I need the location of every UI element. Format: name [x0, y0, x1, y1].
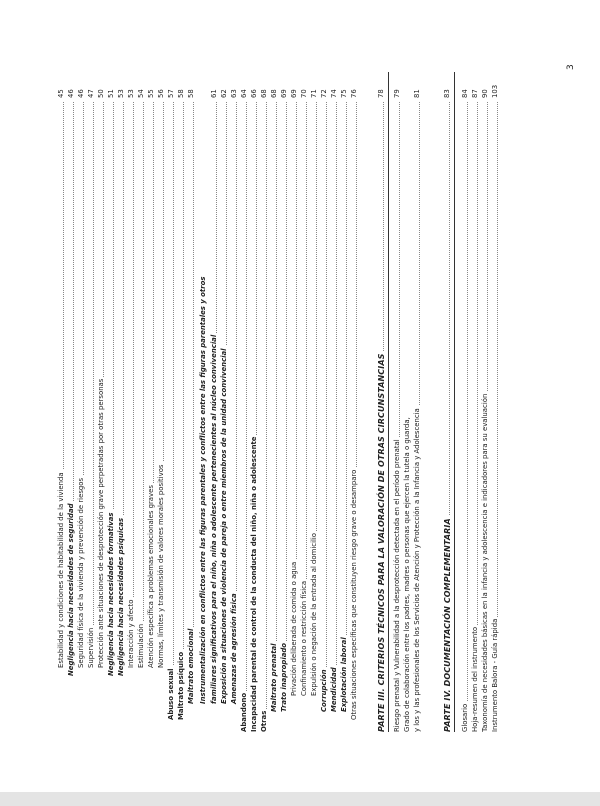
toc-entry-page: 76 [350, 89, 358, 98]
toc-entry-page: 84 [461, 89, 469, 98]
section-heading-rule [454, 72, 455, 732]
toc-entry-title: Negligencia hacia necesidades psíquicas [117, 517, 125, 676]
toc-entry-title: Interacción y afecto [127, 599, 135, 668]
toc-entry-title: Otras situaciones específicas que constituyen riesgo grave o desamparo [350, 469, 358, 720]
toc-entry-page: 63 [230, 89, 238, 98]
toc-entry-page: 45 [57, 89, 65, 98]
toc-entry-title: Exposición a situaciones de violencia de pareja o entre miembros de la unidad convivencial [220, 348, 228, 704]
toc-entry-page: 74 [330, 89, 338, 98]
toc-entry-page: 62 [220, 89, 228, 98]
toc-entry-page: 68 [270, 89, 278, 98]
toc-entry-page: 71 [310, 89, 318, 98]
toc-entry [376, 72, 387, 732]
toc-entry [198, 72, 209, 732]
toc-entry-page: 57 [167, 89, 175, 98]
toc-entry-title: Instrumento Balora - Guía rápida [491, 618, 499, 732]
toc-entry-page: 47 [87, 89, 95, 98]
toc-entry-title: Protección ante situaciones de desprotección grave perpetradas por otras personas [97, 378, 105, 668]
toc-entry-page: 75 [340, 89, 348, 98]
page-number: 3 [566, 64, 576, 70]
toc-entry-page: 81 [413, 89, 421, 98]
toc-entry-title: y los y las profesionales de los Servicios de Atención y Protección a la Infancia y Adolescencia [413, 408, 421, 732]
toc-entry-title: Abandono [240, 692, 248, 732]
viewer-bottom-band [0, 792, 600, 806]
toc-entry-page: 53 [117, 89, 125, 98]
toc-entry-title: Amenazas de agresión física [230, 593, 238, 704]
toc-entry-title: Estabilidad y condiciones de habitabilidad de la vivienda [57, 472, 65, 668]
toc-leader-dots [193, 102, 194, 704]
toc-entry-page: 83 [443, 89, 451, 98]
toc-leader-dots [326, 102, 327, 712]
toc-entry-title: Estimulación [137, 623, 145, 668]
toc-entry-title: Trato inapropiado [280, 642, 288, 712]
toc-leader-dots [183, 102, 184, 720]
toc-entry-title: Explotación laboral [340, 637, 348, 712]
toc-entry-title: Instrumentalización en conflictos entre las figuras parentales y conflictos entre las figuras parentales y otros [199, 276, 207, 704]
toc-entry-title: Incapacidad parental de control de la conducta del niño, niña o adolescente [250, 436, 258, 732]
toc-leader-dots [143, 102, 144, 668]
toc-entry-title: Taxonomía de necesidades básicas en la infancia y adolescencia e indicadores para su evaluación [481, 393, 489, 732]
toc-entry-page: 103 [491, 84, 499, 98]
toc-leader-dots [286, 102, 287, 712]
toc-entry-page: 66 [250, 89, 258, 98]
toc-leader-dots [336, 102, 337, 712]
toc-entry [412, 72, 423, 732]
toc-leader-dots [467, 102, 468, 732]
toc-entry-page: 69 [290, 89, 298, 98]
toc-entry-page: 90 [481, 89, 489, 98]
toc-entry-title: Mendicidad [330, 667, 338, 712]
toc-entry-page: 68 [260, 89, 268, 98]
toc-entry-page: 79 [393, 89, 401, 98]
toc-entry-title: Privación deliberada de comida o agua [290, 561, 298, 696]
toc-entry-page: 55 [147, 89, 155, 98]
toc-entry-page: 70 [300, 89, 308, 98]
toc-entry-title: PARTE III. CRITERIOS TÉCNICOS PARA LA VALORACIÓN DE OTRAS CIRCUNSTANCIAS [377, 353, 386, 732]
toc-entry-page: 64 [240, 89, 248, 98]
toc-entry [349, 72, 360, 732]
toc-entry-title: Corrupción [320, 669, 328, 712]
toc-entry-title: Maltrato emocional [187, 628, 195, 704]
toc-entry-title: familiares significativos para el niño, niña o adolescente pertenecientes al núcleo convivencial [210, 334, 218, 704]
toc-leader-dots [93, 102, 94, 668]
toc-entry-title: Maltrato psíquico [177, 651, 185, 720]
toc-entry-title: Normas, límites y transmisión de valores morales positivos [157, 464, 165, 668]
toc-leader-dots [133, 102, 134, 668]
toc-entry-page: 61 [210, 89, 218, 98]
toc-entry-title: Confinamiento o restricción física [300, 580, 308, 696]
toc-entry-title: Negligencia hacia necesidades de seguridad [67, 503, 75, 676]
table-of-contents [42, 72, 522, 732]
section-heading-rule [388, 72, 389, 732]
toc-leader-dots [246, 102, 247, 732]
toc-entry-page: 78 [377, 89, 385, 98]
toc-entry-title: Expulsión o negación de la entrada al domicilio [310, 532, 318, 696]
toc-entry-page: 53 [127, 89, 135, 98]
toc-entry-page: 46 [77, 89, 85, 98]
toc-entry-title: Maltrato prenatal [270, 643, 278, 712]
toc-entry-page: 51 [107, 89, 115, 98]
toc-entry-page: 58 [177, 89, 185, 98]
toc-entry-page: 46 [67, 89, 75, 98]
toc-entry [490, 72, 501, 732]
toc-leader-dots [266, 102, 267, 732]
toc-entry-page: 69 [280, 89, 288, 98]
toc-leader-dots [173, 102, 174, 720]
toc-entry [186, 72, 197, 732]
toc-entry-page: 56 [157, 89, 165, 98]
toc-entry-title: Riesgo prenatal y Vulnerabilidad a la desprotección detectada en el período prenatal [393, 439, 401, 732]
toc-entry-page: 87 [471, 89, 479, 98]
toc-leader-dots [276, 102, 277, 712]
toc-entry-title: PARTE IV. DOCUMENTACIÓN COMPLEMENTARIA [443, 518, 452, 732]
toc-entry-title: Negligencia hacia necesidades formativas [107, 512, 115, 676]
toc-entry-page: 72 [320, 89, 328, 98]
toc-entry-title: Atención específica a problemas emocionales graves [147, 485, 155, 668]
toc-entry-title: Grado de colaboración entre los padres, madres o personas que ejercen la tutela o guarda, [403, 417, 411, 732]
toc-entry-title: Hoja-resumen del instrumento [471, 626, 479, 732]
toc-entry [442, 72, 453, 732]
toc-entry-title: Supervisión [87, 627, 95, 668]
toc-leader-dots [346, 102, 347, 712]
toc-entry-title: Abuso sexual [167, 668, 175, 720]
toc-entry-page: 58 [187, 89, 195, 98]
toc-entry-title: Glosario [461, 703, 469, 732]
toc-entry-title: Seguridad física de la vivienda y prevención de riesgos [77, 477, 85, 668]
toc-entry-page: 50 [97, 89, 105, 98]
toc-entry-page: 54 [137, 89, 145, 98]
toc-entry-title: Otras [260, 710, 268, 732]
